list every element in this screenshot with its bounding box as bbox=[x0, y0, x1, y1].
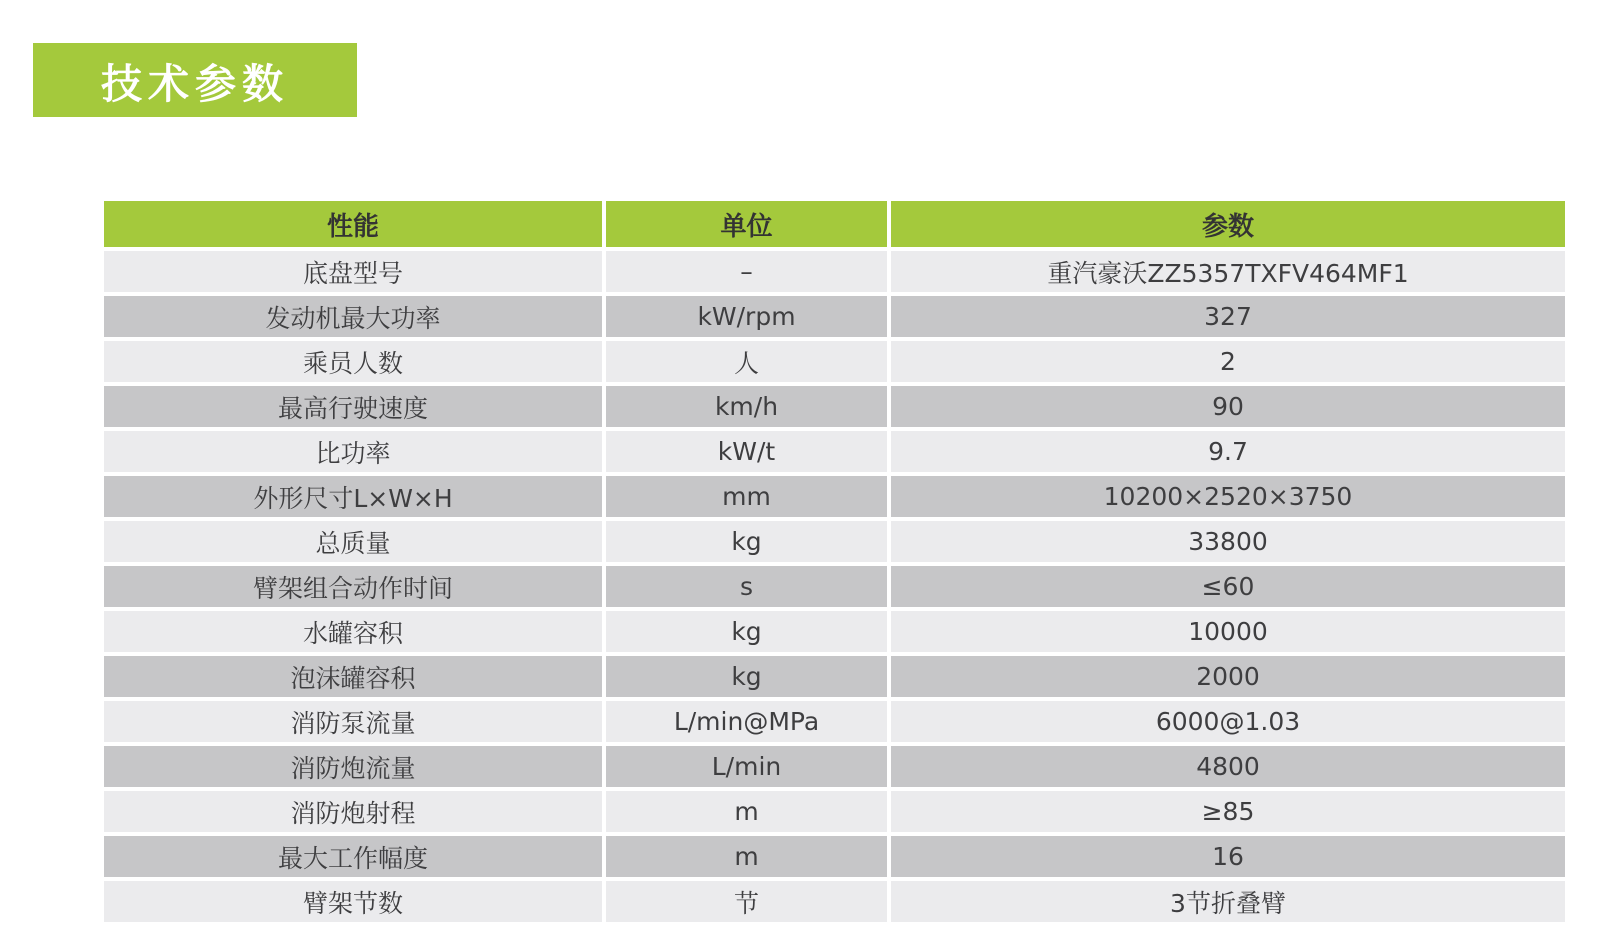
row-name: 最大工作幅度 bbox=[104, 836, 602, 877]
row-value: 9.7 bbox=[891, 431, 1565, 472]
row-name: 总质量 bbox=[104, 521, 602, 562]
row-unit: 人 bbox=[606, 341, 887, 382]
row-name: 乘员人数 bbox=[104, 341, 602, 382]
row-name: 最高行驶速度 bbox=[104, 386, 602, 427]
row-unit: m bbox=[606, 836, 887, 877]
row-name: 比功率 bbox=[104, 431, 602, 472]
row-value: 10000 bbox=[891, 611, 1565, 652]
row-name: 外形尺寸L×W×H bbox=[104, 476, 602, 517]
row-value: 33800 bbox=[891, 521, 1565, 562]
row-unit: kg bbox=[606, 611, 887, 652]
row-value: 2000 bbox=[891, 656, 1565, 697]
header-unit: 单位 bbox=[606, 201, 887, 247]
row-value: 16 bbox=[891, 836, 1565, 877]
row-name: 水罐容积 bbox=[104, 611, 602, 652]
row-name: 臂架节数 bbox=[104, 881, 602, 922]
header-parameter: 参数 bbox=[891, 201, 1565, 247]
table-row bbox=[104, 521, 1565, 562]
row-value: 90 bbox=[891, 386, 1565, 427]
row-unit: – bbox=[606, 251, 887, 292]
technical-parameters-table bbox=[104, 201, 1565, 926]
table-row bbox=[104, 251, 1565, 292]
table-row bbox=[104, 566, 1565, 607]
table-row bbox=[104, 791, 1565, 832]
row-value: 2 bbox=[891, 341, 1565, 382]
table-row bbox=[104, 341, 1565, 382]
row-unit: m bbox=[606, 791, 887, 832]
row-name: 消防炮射程 bbox=[104, 791, 602, 832]
row-name: 臂架组合动作时间 bbox=[104, 566, 602, 607]
row-unit: km/h bbox=[606, 386, 887, 427]
row-unit: mm bbox=[606, 476, 887, 517]
row-unit: kW/t bbox=[606, 431, 887, 472]
row-value: 重汽豪沃ZZ5357TXFV464MF1 bbox=[891, 251, 1565, 292]
table-row bbox=[104, 656, 1565, 697]
row-name: 发动机最大功率 bbox=[104, 296, 602, 337]
table-row bbox=[104, 881, 1565, 922]
row-unit: 节 bbox=[606, 881, 887, 922]
row-name: 消防炮流量 bbox=[104, 746, 602, 787]
table-row bbox=[104, 746, 1565, 787]
table-header-row bbox=[104, 201, 1565, 247]
table-row bbox=[104, 701, 1565, 742]
table-row bbox=[104, 476, 1565, 517]
table-row bbox=[104, 296, 1565, 337]
header-performance: 性能 bbox=[104, 201, 602, 247]
row-unit: kg bbox=[606, 521, 887, 562]
page-title: 技术参数 bbox=[101, 59, 289, 108]
table-row bbox=[104, 386, 1565, 427]
row-value: 327 bbox=[891, 296, 1565, 337]
row-unit: kg bbox=[606, 656, 887, 697]
row-unit: s bbox=[606, 566, 887, 607]
row-value: 4800 bbox=[891, 746, 1565, 787]
table-row bbox=[104, 836, 1565, 877]
row-value: 3节折叠臂 bbox=[891, 881, 1565, 922]
row-value: 10200×2520×3750 bbox=[891, 476, 1565, 517]
table-row bbox=[104, 611, 1565, 652]
row-unit: kW/rpm bbox=[606, 296, 887, 337]
table-row bbox=[104, 431, 1565, 472]
row-name: 泡沫罐容积 bbox=[104, 656, 602, 697]
row-unit: L/min bbox=[606, 746, 887, 787]
row-value: 6000@1.03 bbox=[891, 701, 1565, 742]
row-value: ≤60 bbox=[891, 566, 1565, 607]
row-unit: L/min@MPa bbox=[606, 701, 887, 742]
row-value: ≥85 bbox=[891, 791, 1565, 832]
section-title-banner bbox=[33, 43, 357, 117]
row-name: 消防泵流量 bbox=[104, 701, 602, 742]
row-name: 底盘型号 bbox=[104, 251, 602, 292]
